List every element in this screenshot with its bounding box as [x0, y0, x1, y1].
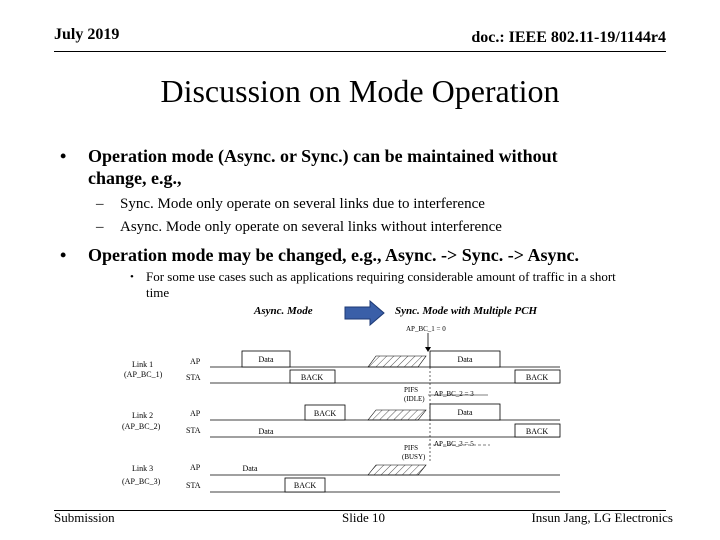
- bc1-label: AP_BC_1 = 0: [406, 325, 446, 333]
- link-3-ap-label: AP: [190, 463, 201, 472]
- dash-marker: –: [96, 196, 104, 212]
- link-2-async-data-label: Data: [258, 427, 274, 436]
- bullet-2-text: Operation mode may be changed, e.g., Async. -> Sync. -> Async.: [88, 245, 580, 265]
- link-1-id: (AP_BC_1): [124, 370, 163, 379]
- link-1-async-back-label: BACK: [300, 373, 324, 382]
- pifs-idle-label: (IDLE): [404, 395, 425, 403]
- link-1-backoff-hatch: [368, 356, 426, 367]
- bc2-label: AP_BC_2 = 3: [434, 390, 474, 398]
- sub-bullet-2-1: [130, 269, 616, 301]
- bc3-label: AP_BC_3 = 5: [434, 440, 474, 448]
- link-3-async-data-label: Data: [242, 464, 258, 473]
- link-3-backoff-hatch: [368, 465, 426, 475]
- link-1-sta-label: STA: [186, 373, 201, 382]
- bullet-dot: •: [60, 245, 67, 265]
- footer-submission: Submission: [54, 510, 115, 525]
- sub-bullet-2-1-line2: time: [146, 285, 170, 300]
- link-3-id: (AP_BC_3): [122, 477, 161, 486]
- link-2-sync-data-label: Data: [457, 408, 473, 417]
- link-1-sync-data-label: Data: [457, 355, 473, 364]
- bullet-1-line1: Operation mode (Async. or Sync.) can be maintained without: [88, 146, 558, 166]
- slide-title: Discussion on Mode Operation: [160, 73, 560, 109]
- mode-timing-diagram: [110, 300, 570, 498]
- sub-bullet-1-2: [96, 218, 502, 236]
- link-1-sync-back-label: BACK: [525, 373, 549, 382]
- mode-transition-arrow: [345, 301, 384, 325]
- link-2-async-back-label: BACK: [313, 409, 337, 418]
- link-1-async-data-label: Data: [258, 355, 274, 364]
- link-1-name: Link 1: [132, 360, 154, 369]
- bullet-1-line2: change, e.g.,: [88, 168, 182, 188]
- pifs-label-2: PIFS: [404, 444, 419, 452]
- link-2-sta-label: STA: [186, 426, 201, 435]
- link-2-backoff-hatch: [368, 410, 426, 420]
- link-2-sync-back-label: BACK: [525, 427, 549, 436]
- bullet-dot: •: [60, 146, 67, 166]
- link-2-ap-label: AP: [190, 409, 201, 418]
- header-doc-id: doc.: IEEE 802.11-19/1144r4: [471, 29, 666, 46]
- async-mode-label: Async. Mode: [254, 305, 313, 317]
- link-3-name: Link 3: [132, 464, 154, 473]
- link-1-ap-label: AP: [190, 357, 201, 366]
- pifs-busy-label: (BUSY): [402, 453, 426, 461]
- pifs-label-1: PIFS: [404, 386, 419, 394]
- sub-bullet-1-1-text: Sync. Mode only operate on several links due to interference: [120, 196, 485, 212]
- footer-slide-number: Slide 10: [342, 510, 385, 525]
- footer-author: Insun Jang, LG Electronics: [531, 510, 673, 525]
- header-date: July 2019: [54, 26, 120, 43]
- link-3-sta-label: STA: [186, 481, 201, 490]
- link-2-id: (AP_BC_2): [122, 422, 161, 431]
- sub-bullet-1-1: [96, 195, 485, 213]
- bullet-dot-small: •: [130, 271, 134, 283]
- bullet-1: [60, 145, 558, 189]
- header-divider: [54, 51, 666, 52]
- dash-marker: –: [96, 219, 104, 235]
- link-3-async-back-label: BACK: [293, 481, 317, 490]
- sub-bullet-2-1-line1: For some use cases such as applications requiring considerable amount of traffic in a short: [146, 269, 616, 284]
- link-2-name: Link 2: [132, 411, 154, 420]
- sub-bullet-1-2-text: Async. Mode only operate on several links without interference: [120, 219, 502, 235]
- sync-mode-label: Sync. Mode with Multiple PCH: [395, 305, 538, 317]
- bullet-2: [60, 244, 580, 266]
